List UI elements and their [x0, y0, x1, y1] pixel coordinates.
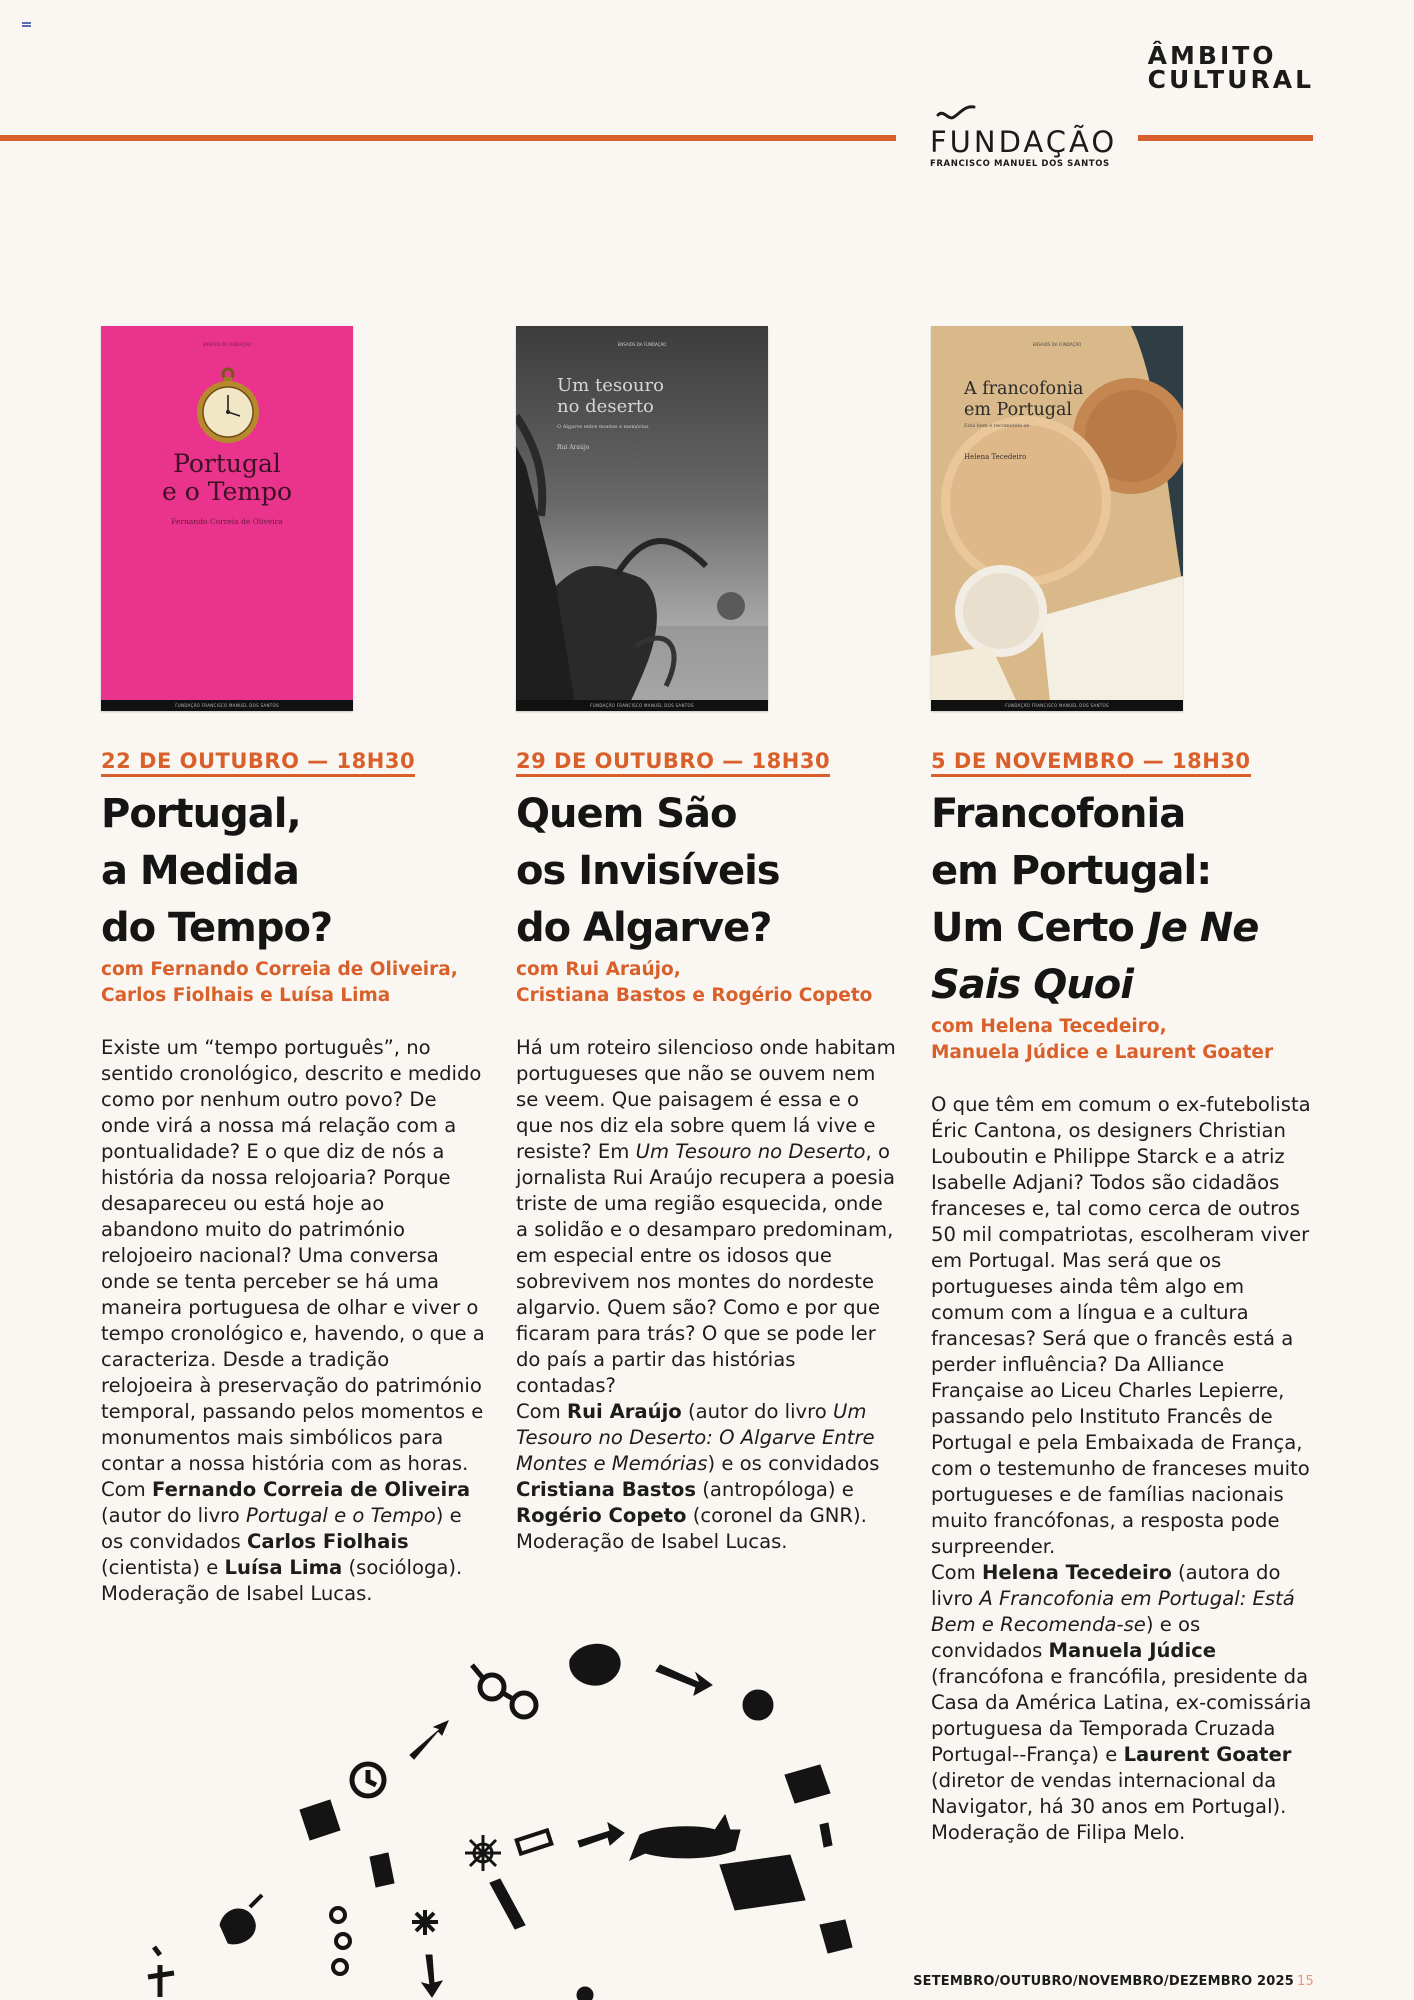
- asterisk-icon: [412, 1910, 438, 1935]
- page-menu-icon: [22, 22, 31, 28]
- event-date: 22 DE OUTUBRO — 18H30: [101, 749, 415, 777]
- event-column-2: [516, 326, 901, 1555]
- book-cover-um-tesouro-no-deserto: [516, 326, 768, 711]
- guest-role: (coronel da GNR). Moderação de Isabel Lucas.: [516, 1504, 867, 1553]
- figure-icon: [148, 1947, 174, 1997]
- foundation-name: FUNDAÇÃO: [930, 125, 1118, 159]
- event-title: [516, 786, 901, 957]
- event-date: 29 DE OUTUBRO — 18H30: [516, 749, 830, 777]
- cover-publisher-strip: [101, 700, 353, 711]
- event-title-line: do Algarve?: [516, 905, 772, 951]
- cover-author: Helena Tecedeiro: [964, 453, 1027, 461]
- event-date: 5 DE NOVEMBRO — 18H30: [931, 749, 1251, 777]
- cover-publisher-text: FUNDAÇÃO FRANCISCO MANUEL DOS SANTOS: [175, 703, 279, 708]
- page-footer: [913, 1974, 1314, 1989]
- event-column-1: [101, 326, 486, 1607]
- event-title-line: Quem São: [516, 791, 737, 837]
- event-description-text: O que têm em comum o ex-futebolista Éric Cantona, os designers Christian Louboutin e Philippe Starck e a atriz Isabelle Adjani? Todos são cidadãos franceses e, tal como cerca de outros 50 mil compatriotas, escolheram viver em Portugal. Mas será que os portugueses ainda têm algo em comum com a língua e a cultura francesas? Será que o francês está a perder influência? Da Alliance Française ao Liceu Charles Lepierre, passando pelo Instituto Francês de Portugal e pela Embaixada de França, com o testemunho de franceses muito portugueses e de famílias nacionais muito francófonas, a resposta pode surpreender.: [931, 1093, 1311, 1558]
- event-column-3: [931, 326, 1316, 1846]
- pencil-icon: [490, 1879, 525, 1929]
- book-title: Um Tesouro no Deserto: O Algarve Entre Montes e Memórias: [516, 1400, 875, 1475]
- event-title-line: [931, 957, 1316, 1014]
- ambito-word: ÂMBITO: [1147, 41, 1277, 70]
- block-icon: [720, 1855, 805, 1910]
- cover-series: ENSAIOS DA FUNDAÇÃO: [1032, 342, 1082, 347]
- ruler-icon: [517, 1830, 552, 1853]
- page-number: 15: [1297, 1974, 1314, 1989]
- event-title: [931, 786, 1316, 1014]
- book-title: Portugal e o Tempo: [246, 1504, 436, 1527]
- guest-role: (francófona e francófila, presidente da Casa da América Latina, ex-comissária portuguesa da Temporada Cruzada Portugal--França) e: [931, 1665, 1312, 1766]
- event-guests: [101, 957, 486, 1009]
- event-guests-line: Carlos Fiolhais e Luísa Lima: [101, 985, 391, 1006]
- event-credits: [516, 1399, 901, 1555]
- guests-intro: e os convidados: [101, 1504, 462, 1553]
- cover-publisher-text: FUNDAÇÃO FRANCISCO MANUEL DOS SANTOS: [1005, 703, 1109, 708]
- arrow-icon: [656, 1665, 712, 1695]
- guest-name: Cristiana Bastos: [516, 1478, 697, 1501]
- event-title-line: Francofonia: [931, 791, 1186, 837]
- cover-subtitle: O Algarve entre montes e memórias: [557, 424, 649, 430]
- cover-series: ENSAIOS DA FUNDAÇÃO: [617, 342, 667, 347]
- capsule-icon: [785, 1765, 830, 1803]
- event-guests-line: Cristiana Bastos e Rogério Copeto: [516, 985, 873, 1006]
- event-guests: [931, 1014, 1316, 1066]
- with-prefix: Com: [931, 1561, 976, 1584]
- cover-publisher-strip: [931, 700, 1183, 711]
- header-rule-left: [0, 135, 896, 141]
- book-title: A Francofonia em Portugal: Está Bem e Recomenda-se: [931, 1587, 1295, 1636]
- clock-icon: [352, 1764, 384, 1796]
- pocket-watch-icon: [192, 366, 264, 446]
- arrow-icon: [578, 1823, 624, 1847]
- peg-icon: [820, 1823, 832, 1847]
- arrow-icon: [422, 1955, 442, 1997]
- author-role-end: ) e os convidados: [707, 1452, 880, 1475]
- cover-title-line: Portugal: [173, 449, 281, 478]
- guest-name: Laurent Goater: [1123, 1743, 1292, 1766]
- sun-icon: [465, 1835, 501, 1871]
- cat-icon: [630, 1815, 740, 1860]
- moderation: Moderação de Isabel Lucas.: [101, 1582, 373, 1605]
- splat-icon: [577, 1987, 593, 2000]
- cultural-word: CULTURAL: [1147, 65, 1314, 94]
- event-title-line: [931, 900, 1316, 957]
- event-title-italic: Je Ne: [1146, 905, 1259, 951]
- cover-author: Fernando Correia de Oliveira: [171, 517, 283, 526]
- description-part: , o jornalista Rui Araújo recupera a poesia triste de uma região esquecida, onde a solidão e o desamparo predominam, em especial entre os idosos que sobrevivem nos montes do nordeste algarvio. Quem são? Como e por que ficaram para trás? O que se pode ler do país a partir das histórias contadas?: [516, 1140, 895, 1397]
- event-description-text: [516, 1035, 901, 1399]
- event-title-line: os Invisíveis: [516, 848, 780, 894]
- event-title-italic: Sais Quoi: [931, 962, 1133, 1008]
- event-credits: [101, 1477, 486, 1607]
- author-role-end: ): [435, 1504, 444, 1527]
- foundation-logo: [930, 105, 1118, 169]
- bird-swoosh-icon: [936, 103, 976, 125]
- cover-series: ENSAIOS DA FUNDAÇÃO: [202, 342, 252, 347]
- bomb-icon: [220, 1909, 255, 1944]
- arrow-icon: [410, 1721, 448, 1759]
- author-role: (autor do livro: [687, 1400, 827, 1423]
- cover-title: [964, 379, 1083, 421]
- cover-title-line: e o Tempo: [161, 477, 293, 506]
- glasses-icon: [472, 1665, 536, 1717]
- book-title-inline: Um Tesouro no Deserto: [635, 1140, 866, 1163]
- cover-title-line: no deserto: [557, 396, 654, 417]
- event-description: [931, 1092, 1316, 1846]
- event-description: [101, 1035, 486, 1607]
- guest-name: Carlos Fiolhais: [246, 1530, 409, 1553]
- event-title-part: Um Certo: [931, 905, 1134, 951]
- ambito-cultural-logo: [1147, 41, 1314, 94]
- header-rule-right: [1138, 135, 1313, 141]
- cover-title: [101, 450, 353, 506]
- cover-author: Rui Araújo: [557, 444, 590, 451]
- event-title: [101, 786, 486, 957]
- chip-icon: [820, 1920, 852, 1953]
- guest-name: Rogério Copeto: [516, 1504, 687, 1527]
- cover-title: [557, 375, 664, 417]
- cover-subtitle: Está bem e recomenda-se: [964, 423, 1030, 429]
- author-name: Rui Araújo: [567, 1400, 682, 1423]
- bird-icon: [570, 1644, 620, 1685]
- foundation-subtitle: FRANCISCO MANUEL DOS SANTOS: [930, 159, 1110, 169]
- guest-role: (socióloga).: [348, 1556, 463, 1579]
- event-guests-line: com Fernando Correia de Oliveira,: [101, 959, 458, 980]
- camera-icon: [300, 1800, 340, 1840]
- event-guests-line: Manuela Júdice e Laurent Goater: [931, 1042, 1274, 1063]
- event-title-line: em Portugal:: [931, 848, 1212, 894]
- cover-publisher-strip: [516, 700, 768, 711]
- issue-label: SETEMBRO/OUTUBRO/NOVEMBRO/DEZEMBRO 2025: [913, 1974, 1295, 1989]
- decorative-doodles: [140, 1625, 880, 2000]
- guest-role: (cientista) e: [101, 1556, 219, 1579]
- cover-title-line: A francofonia: [964, 379, 1084, 399]
- cover-title-line: em Portugal: [964, 400, 1073, 420]
- blob-icon: [743, 1690, 773, 1720]
- book-cover-portugal-e-o-tempo: [101, 326, 353, 711]
- description-part: Há um roteiro silencioso onde habitam portugueses que não se ouvem nem se veem. Que paisagem é essa e o que nos diz ela sobre quem lá vive e resiste? Em: [516, 1036, 896, 1163]
- cover-title-line: Um tesouro: [557, 375, 664, 396]
- author-role-end: ) e os convidados: [931, 1613, 1201, 1662]
- guest-role: (antropóloga) e: [702, 1478, 854, 1501]
- author-name: Helena Tecedeiro: [982, 1561, 1172, 1584]
- author-role: (autor do livro: [101, 1504, 240, 1527]
- event-title-line: Portugal,: [101, 791, 301, 837]
- chain-icon: [331, 1908, 350, 1974]
- event-guests-line: com Helena Tecedeiro,: [931, 1016, 1167, 1037]
- guest-name: Manuela Júdice: [1048, 1639, 1217, 1662]
- event-guests: [516, 957, 901, 1009]
- author-role: (autora do livro: [931, 1561, 1281, 1610]
- guest-name: Luísa Lima: [224, 1556, 343, 1579]
- speaker-icon: [370, 1853, 394, 1887]
- book-cover-a-francofonia-em-portugal: [931, 326, 1183, 711]
- author-name: Fernando Correia de Oliveira: [152, 1478, 471, 1501]
- with-prefix: Com: [516, 1400, 561, 1423]
- cover-publisher-text: FUNDAÇÃO FRANCISCO MANUEL DOS SANTOS: [590, 703, 694, 708]
- event-description: [516, 1035, 901, 1555]
- event-description-text: Existe um “tempo português”, no sentido cronológico, descrito e medido como por nenhum outro povo? De onde virá a nossa má relação com a pontualidade? E o que diz de nós a história da nossa relojoaria? Porque desapareceu ou está hoje ao abandono muito do património relojoeiro nacional? Uma conversa onde se tenta perceber se há uma maneira portuguesa de olhar e viver o tempo cronológico e, havendo, o que a caracteriza. Desde a tradição relojoeira à preservação do património temporal, passando pelos momentos e monumentos mais simbólicos para contar a nossa história com as horas.: [101, 1036, 485, 1475]
- event-title-line: do Tempo?: [101, 905, 333, 951]
- with-prefix: Com: [101, 1478, 146, 1501]
- event-guests-line: com Rui Araújo,: [516, 959, 681, 980]
- event-credits: [931, 1560, 1316, 1846]
- guest-role: (diretor de vendas internacional da Navigator, há 30 anos em Portugal). Moderação de Filipa Melo.: [931, 1769, 1287, 1844]
- event-title-line: a Medida: [101, 848, 299, 894]
